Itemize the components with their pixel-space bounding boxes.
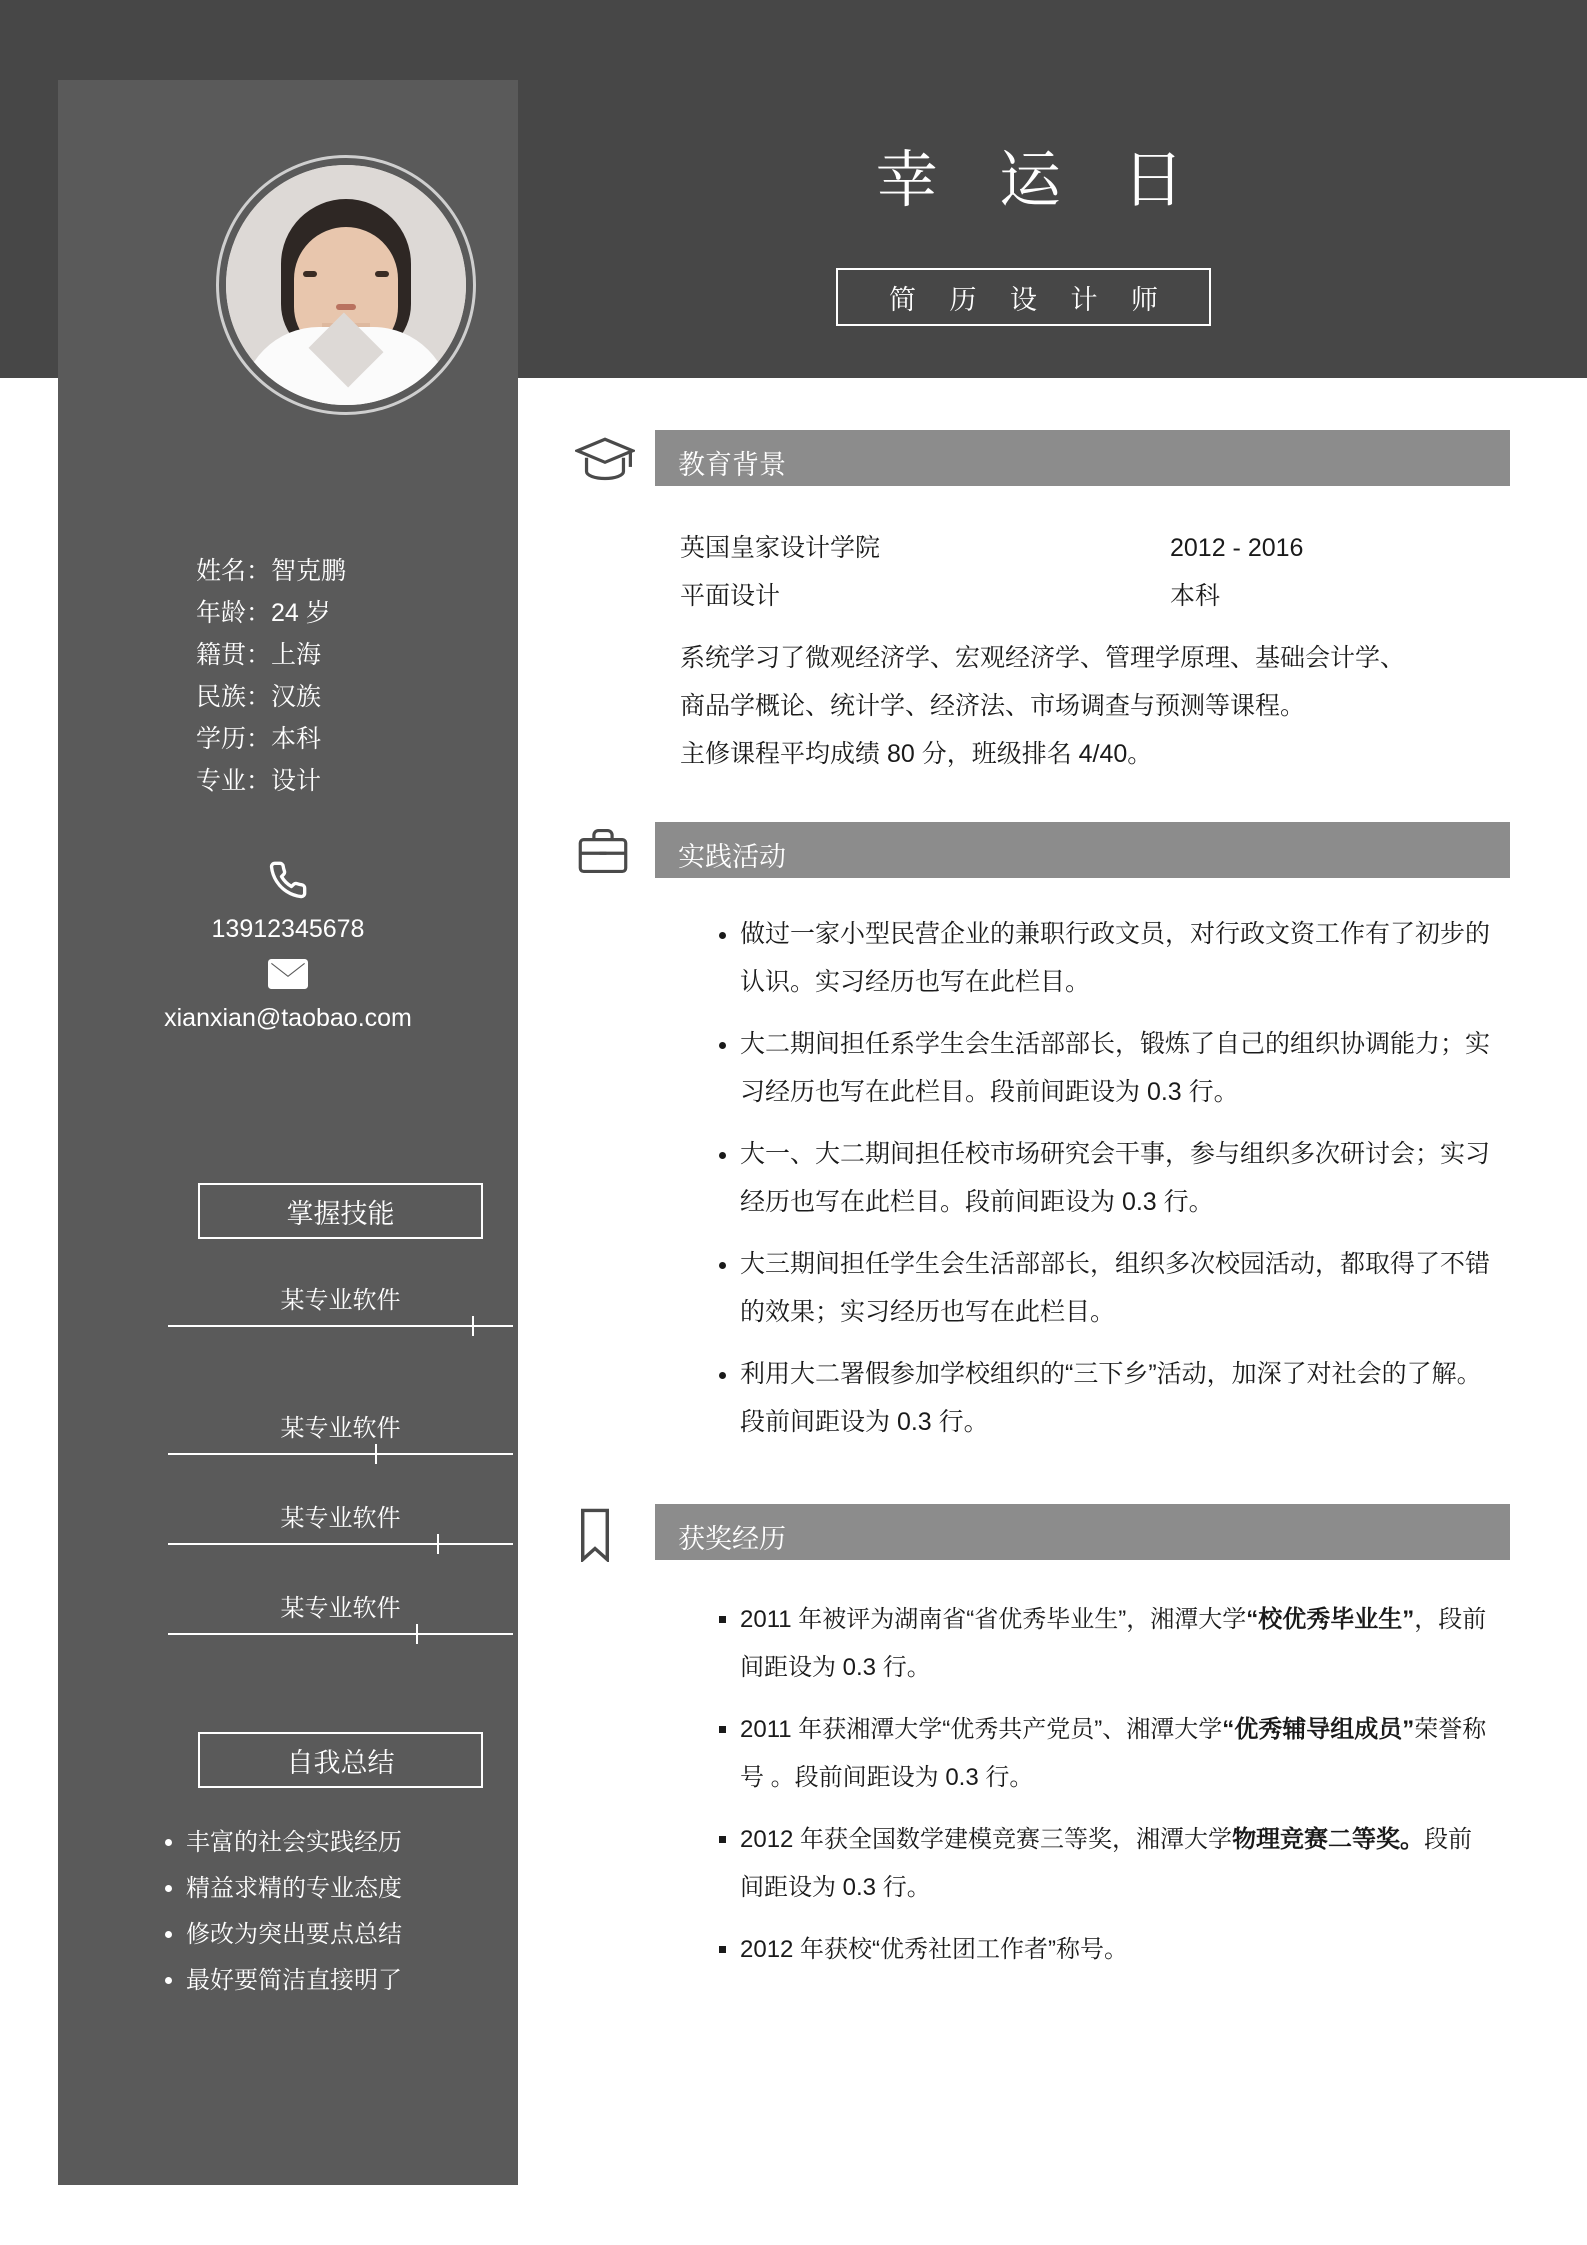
summary-section-title	[198, 1732, 483, 1788]
award-text-post: 荣誉称号 。段前间距设为 0.3 行。	[740, 1716, 1487, 1791]
list-item	[740, 1706, 1490, 1802]
email-address[interactable]: xianxian@taobao.com	[164, 1004, 412, 1032]
list-item	[740, 1816, 1490, 1912]
list-item	[740, 1596, 1490, 1692]
skill-name: 某专业软件	[280, 1595, 401, 1622]
info-row-hometown: 籍贯：上海	[196, 641, 322, 669]
summary-list	[158, 1820, 518, 2004]
skill-item-4	[168, 1588, 513, 1635]
education-degree: 本科	[1170, 582, 1221, 610]
summary-title-label: 自我总结	[286, 1747, 395, 1778]
avatar	[216, 155, 476, 415]
avatar-image	[226, 165, 466, 405]
skill-name: 某专业软件	[280, 1505, 401, 1532]
skill-bar	[168, 1453, 513, 1455]
section-header-education	[560, 430, 1510, 488]
award-text-post: ，段前间距设为 0.3 行。	[740, 1606, 1487, 1681]
award-text: 2011 年被评为湖南省“省优秀毕业生”，湘潭大学	[740, 1606, 1247, 1633]
phone-number[interactable]: 13912345678	[211, 915, 365, 943]
skill-name: 某专业软件	[280, 1415, 401, 1442]
skill-bar	[168, 1633, 513, 1635]
list-item: • 利用大二署假参加学校组织的“三下乡”活动，加深了对社会的了解。段前间距设为 0.3 行。	[740, 1350, 1490, 1446]
info-row-ethnicity: 民族：汉族	[196, 683, 322, 711]
briefcase-icon	[575, 826, 635, 878]
role-badge	[836, 268, 1211, 326]
awards-list	[560, 1568, 1510, 1974]
list-item: • 大三期间担任学生会生活部部长，组织多次校园活动，都取得了不错的效果；实习经历也写在此栏目。	[740, 1240, 1490, 1336]
education-major: 平面设计	[680, 582, 781, 610]
section-title: 获奖经历	[678, 1524, 786, 1554]
section-header-practice	[560, 822, 1510, 880]
phone-icon	[58, 860, 518, 905]
skill-bar	[168, 1543, 513, 1545]
education-desc-line-2: 商品学概论、统计学、经济法、市场调查与预测等课程。	[680, 692, 1306, 720]
graduation-cap-icon	[575, 434, 635, 486]
skill-item-3	[168, 1498, 513, 1545]
info-row-major: 专业：设计	[196, 767, 322, 795]
award-text-post: 段前间距设为 0.3 行。	[740, 1826, 1473, 1901]
skill-item-1	[168, 1280, 513, 1327]
award-text: 2012 年获校“优秀社团工作者”称号。	[740, 1936, 1129, 1963]
skill-item-2	[168, 1408, 513, 1455]
mail-icon	[58, 959, 518, 994]
education-years: 2012 - 2016	[1170, 534, 1304, 562]
sidebar	[58, 80, 518, 2185]
education-entry	[560, 494, 1510, 620]
list-item	[740, 1926, 1490, 1974]
practice-list	[560, 886, 1510, 1446]
section-title: 实践活动	[678, 842, 786, 872]
info-row-name: 姓名：智克鹏	[196, 557, 347, 585]
personal-info-list	[58, 550, 518, 802]
info-row-education: 学历：本科	[196, 725, 322, 753]
award-text: 2012 年获全国数学建模竞赛三等奖，湘潭大学	[740, 1826, 1233, 1853]
skill-name: 某专业软件	[280, 1287, 401, 1314]
section-title: 教育背景	[678, 450, 786, 480]
contact-block	[58, 860, 518, 1048]
page-title: 幸 运 日	[875, 146, 1207, 215]
list-item: • 丰富的社会实践经历	[186, 1820, 518, 1866]
education-desc-line-1: 系统学习了微观经济学、宏观经济学、管理学原理、基础会计学、	[680, 644, 1406, 672]
list-item: • 最好要简洁直接明了	[186, 1958, 518, 2004]
education-school: 英国皇家设计学院	[680, 534, 881, 562]
award-highlight: “优秀辅导组成员”	[1222, 1716, 1415, 1743]
skill-bar	[168, 1325, 513, 1327]
list-item: • 精益求精的专业态度	[186, 1866, 518, 1912]
skills-section-title	[198, 1183, 483, 1239]
education-desc-line-3: 主修课程平均成绩 80 分，班级排名 4/40。	[680, 740, 1153, 768]
education-description	[560, 620, 1510, 778]
list-item: • 大二期间担任系学生会生活部部长，锻炼了自己的组织协调能力；实习经历也写在此栏目。段前间距设为 0.3 行。	[740, 1020, 1490, 1116]
list-item: • 做过一家小型民营企业的兼职行政文员，对行政文资工作有了初步的认识。实习经历也写在此栏目。	[740, 910, 1490, 1006]
section-header-awards	[560, 1504, 1510, 1562]
award-highlight: “校优秀毕业生”	[1246, 1606, 1415, 1633]
info-row-age: 年龄：24 岁	[196, 599, 331, 627]
skills-title-label: 掌握技能	[286, 1198, 395, 1229]
bookmark-icon	[575, 1508, 635, 1560]
award-highlight: 物理竞赛二等奖。	[1232, 1826, 1425, 1853]
list-item: • 修改为突出要点总结	[186, 1912, 518, 1958]
main-content	[560, 430, 1510, 1988]
award-text: 2011 年获湘潭大学“优秀共产党员”、湘潭大学	[740, 1716, 1223, 1743]
list-item: • 大一、大二期间担任校市场研究会干事，参与组织多次研讨会；实习经历也写在此栏目。段前间距设为 0.3 行。	[740, 1130, 1490, 1226]
role-label: 简 历 设 计 师	[888, 284, 1171, 315]
